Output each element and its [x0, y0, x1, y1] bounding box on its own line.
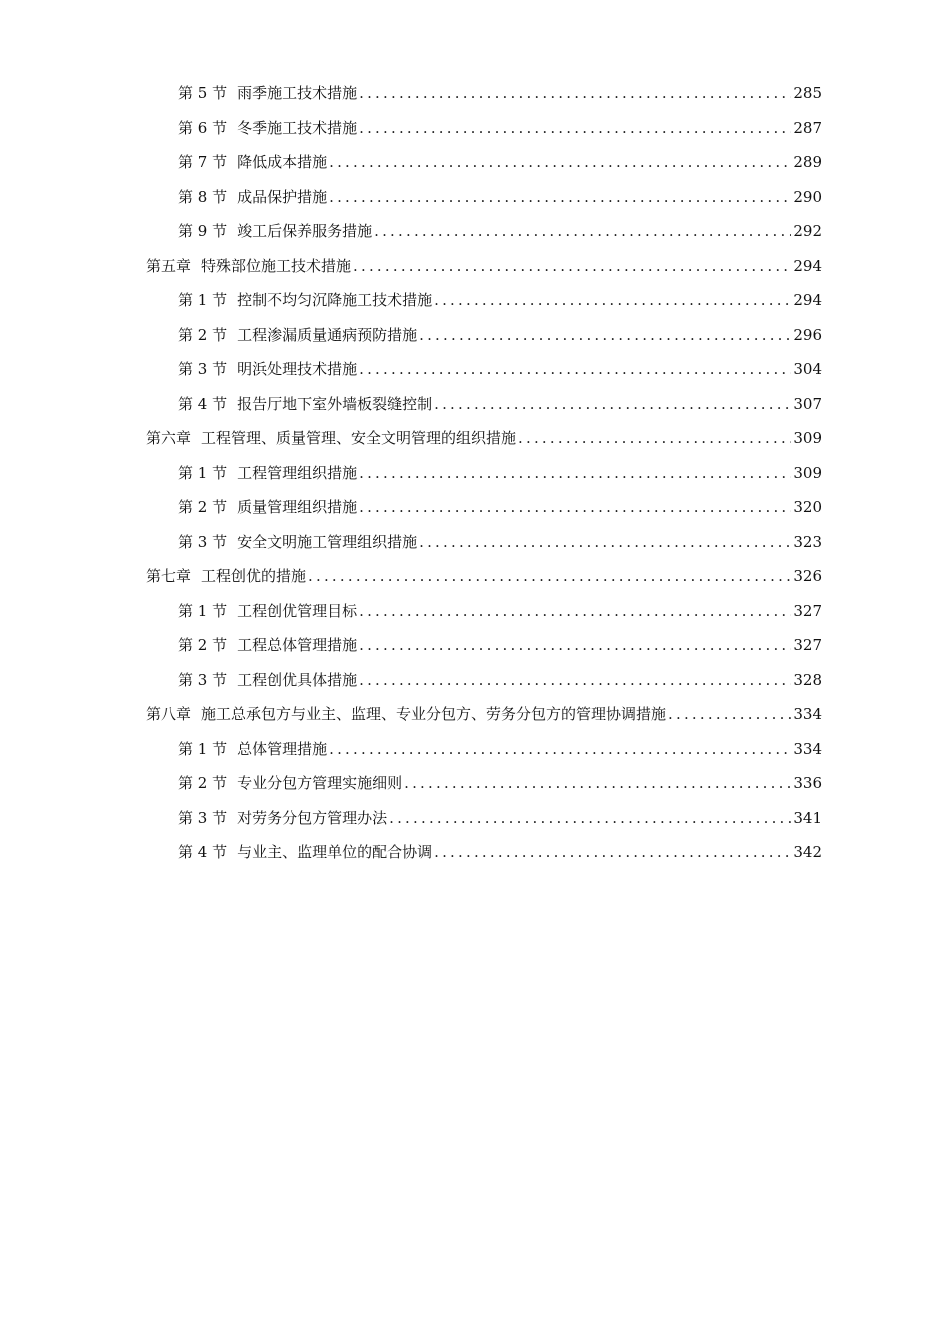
toc-entry-text: 总体管理措施 [237, 739, 328, 758]
toc-page-number: 294 [793, 291, 822, 310]
toc-chapter-entry[interactable] [146, 249, 822, 284]
toc-page-number: 327 [793, 636, 822, 655]
toc-entry-number: 第 1 节 [178, 739, 228, 758]
toc-entry-title [178, 739, 327, 759]
toc-entry-title [146, 566, 306, 586]
toc-page-number: 289 [793, 153, 822, 172]
toc-entry-number: 第 4 节 [178, 843, 228, 862]
toc-entry-number: 第 2 节 [178, 774, 228, 793]
toc-entry-text: 工程渗漏质量通病预防措施 [237, 325, 418, 344]
toc-entry-text: 成品保护措施 [237, 187, 328, 206]
toc-page-number: 309 [793, 429, 822, 448]
toc-entry-number: 第 5 节 [178, 84, 228, 103]
toc-entry-title [178, 187, 327, 207]
toc-section-entry[interactable] [178, 525, 822, 560]
toc-entry-text: 工程管理、质量管理、安全文明管理的组织措施 [201, 429, 517, 448]
table-of-contents [0, 76, 950, 870]
toc-entry-text: 报告厅地下室外墙板裂缝控制 [237, 394, 433, 413]
toc-dot-leader [434, 290, 791, 310]
toc-entry-number: 第 3 节 [178, 360, 228, 379]
toc-dot-leader [359, 635, 791, 655]
toc-page-number: 304 [793, 360, 822, 379]
toc-page-number: 327 [793, 601, 822, 620]
toc-entry-title [178, 773, 402, 793]
toc-dot-leader [359, 670, 791, 690]
toc-section-entry[interactable] [178, 456, 822, 491]
toc-dot-leader [329, 152, 791, 172]
toc-dot-leader [329, 187, 791, 207]
toc-entry-text: 控制不均匀沉降施工技术措施 [237, 291, 433, 310]
toc-entry-title [178, 670, 357, 690]
toc-dot-leader [518, 428, 791, 448]
toc-section-entry[interactable] [178, 801, 822, 836]
toc-entry-number: 第 7 节 [178, 153, 228, 172]
toc-entry-text: 施工总承包方与业主、监理、专业分包方、劳务分包方的管理协调措施 [201, 705, 667, 724]
toc-entry-title [146, 256, 351, 276]
toc-entry-number: 第六章 [146, 429, 192, 448]
toc-dot-leader [359, 118, 791, 138]
toc-entry-number: 第五章 [146, 256, 192, 275]
toc-section-entry[interactable] [178, 76, 822, 111]
toc-section-entry[interactable] [178, 111, 822, 146]
toc-entry-title [178, 83, 357, 103]
toc-dot-leader [434, 394, 791, 414]
toc-entry-text: 工程总体管理措施 [237, 636, 358, 655]
toc-page-number: 336 [793, 774, 822, 793]
toc-page-number: 296 [793, 325, 822, 344]
toc-page-number: 287 [793, 118, 822, 137]
toc-dot-leader [374, 221, 791, 241]
toc-entry-text: 工程创优的措施 [201, 567, 307, 586]
toc-entry-title [178, 221, 372, 241]
toc-dot-leader [359, 463, 791, 483]
toc-entry-number: 第 3 节 [178, 670, 228, 689]
toc-page-number: 285 [793, 84, 822, 103]
toc-section-entry[interactable] [178, 283, 822, 318]
toc-section-entry[interactable] [178, 352, 822, 387]
toc-page-number: 320 [793, 498, 822, 517]
toc-page-number: 323 [793, 532, 822, 551]
toc-page-number: 328 [793, 670, 822, 689]
toc-dot-leader [329, 739, 791, 759]
toc-entry-text: 工程创优具体措施 [237, 670, 358, 689]
toc-entry-title [178, 118, 357, 138]
toc-entry-number: 第 4 节 [178, 394, 228, 413]
toc-dot-leader [434, 842, 791, 862]
toc-dot-leader [353, 256, 791, 276]
toc-entry-title [178, 532, 417, 552]
toc-entry-text: 工程创优管理目标 [237, 601, 358, 620]
toc-dot-leader [359, 601, 791, 621]
toc-entry-text: 冬季施工技术措施 [237, 118, 358, 137]
toc-entry-text: 质量管理组织措施 [237, 498, 358, 517]
toc-entry-title [178, 325, 417, 345]
toc-section-entry[interactable] [178, 732, 822, 767]
toc-entry-title [178, 601, 357, 621]
toc-section-entry[interactable] [178, 490, 822, 525]
toc-entry-text: 对劳务分包方管理办法 [237, 808, 388, 827]
toc-entry-title [178, 635, 357, 655]
toc-section-entry[interactable] [178, 628, 822, 663]
toc-dot-leader [419, 325, 791, 345]
toc-dot-leader [308, 566, 791, 586]
toc-entry-text: 明浜处理技术措施 [237, 360, 358, 379]
toc-chapter-entry[interactable] [146, 559, 822, 594]
toc-entry-number: 第 9 节 [178, 222, 228, 241]
toc-section-entry[interactable] [178, 214, 822, 249]
toc-entry-title [178, 808, 387, 828]
toc-entry-title [178, 394, 432, 414]
toc-entry-number: 第 1 节 [178, 291, 228, 310]
toc-page-number: 342 [793, 843, 822, 862]
toc-chapter-entry[interactable] [146, 697, 822, 732]
toc-entry-number: 第 6 节 [178, 118, 228, 137]
toc-dot-leader [359, 497, 791, 517]
toc-entry-number: 第 2 节 [178, 498, 228, 517]
toc-page-number: 334 [793, 739, 822, 758]
toc-section-entry[interactable] [178, 594, 822, 629]
toc-entry-number: 第 3 节 [178, 532, 228, 551]
toc-entry-title [178, 359, 357, 379]
toc-entry-text: 雨季施工技术措施 [237, 84, 358, 103]
toc-entry-number: 第 2 节 [178, 325, 228, 344]
toc-section-entry[interactable] [178, 663, 822, 698]
toc-section-entry[interactable] [178, 766, 822, 801]
toc-entry-title [146, 428, 516, 448]
toc-dot-leader [404, 773, 791, 793]
toc-section-entry[interactable] [178, 145, 822, 180]
toc-entry-text: 竣工后保养服务措施 [237, 222, 373, 241]
toc-entry-number: 第 2 节 [178, 636, 228, 655]
toc-dot-leader [419, 532, 791, 552]
toc-page-number: 292 [793, 222, 822, 241]
toc-section-entry[interactable] [178, 387, 822, 422]
toc-entry-text: 专业分包方管理实施细则 [237, 774, 403, 793]
toc-page-number: 326 [793, 567, 822, 586]
toc-entry-number: 第八章 [146, 705, 192, 724]
toc-entry-title [146, 704, 666, 724]
toc-entry-text: 降低成本措施 [237, 153, 328, 172]
toc-page-number: 290 [793, 187, 822, 206]
toc-entry-number: 第 1 节 [178, 463, 228, 482]
toc-entry-number: 第七章 [146, 567, 192, 586]
toc-section-entry[interactable] [178, 835, 822, 870]
toc-section-entry[interactable] [178, 318, 822, 353]
toc-entry-text: 安全文明施工管理组织措施 [237, 532, 418, 551]
toc-entry-title [178, 497, 357, 517]
toc-entry-number: 第 8 节 [178, 187, 228, 206]
toc-dot-leader [359, 83, 791, 103]
toc-page-number: 294 [793, 256, 822, 275]
toc-page-number: 307 [793, 394, 822, 413]
toc-dot-leader [389, 808, 791, 828]
toc-page-number: 341 [793, 808, 822, 827]
toc-chapter-entry[interactable] [146, 421, 822, 456]
toc-page-number: 334 [793, 705, 822, 724]
toc-entry-title [178, 152, 327, 172]
toc-section-entry[interactable] [178, 180, 822, 215]
toc-dot-leader [359, 359, 791, 379]
toc-entry-text: 特殊部位施工技术措施 [201, 256, 352, 275]
toc-entry-title [178, 463, 357, 483]
toc-dot-leader [668, 704, 791, 724]
toc-entry-number: 第 3 节 [178, 808, 228, 827]
toc-entry-text: 与业主、监理单位的配合协调 [237, 843, 433, 862]
toc-entry-title [178, 842, 432, 862]
toc-entry-text: 工程管理组织措施 [237, 463, 358, 482]
toc-entry-title [178, 290, 432, 310]
toc-entry-number: 第 1 节 [178, 601, 228, 620]
toc-page-number: 309 [793, 463, 822, 482]
